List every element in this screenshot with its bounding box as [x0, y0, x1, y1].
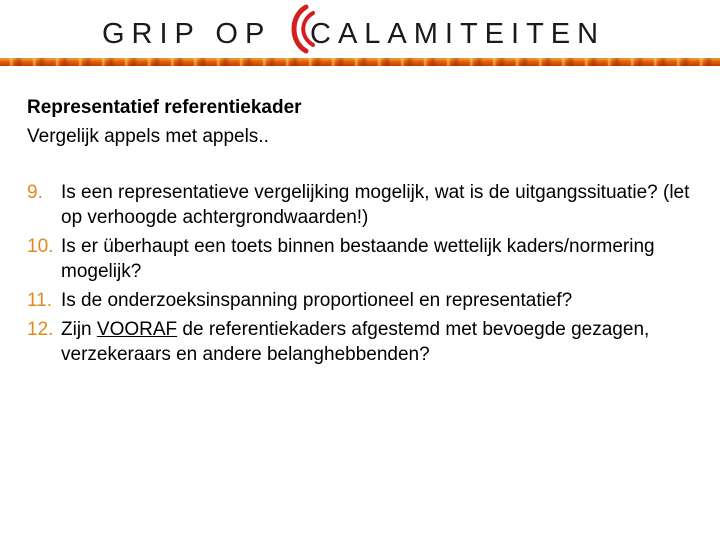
question-text: Is de onderzoeksinspanning proportioneel en representatief? — [61, 290, 573, 311]
question-text-suffix: de referentiekaders afgestemd met bevoegde gezagen, verzekeraars en andere belanghebbenden? — [61, 319, 650, 365]
question-list — [27, 180, 697, 367]
question-number: 9. — [27, 182, 43, 203]
slide-content — [27, 94, 697, 371]
slide-title: Representatief referentiekader — [27, 97, 302, 118]
question-number: 12. — [27, 319, 54, 340]
slide-subtitle: Vergelijk appels met appels.. — [27, 126, 269, 147]
question-text: Is er überhaupt een toets binnen bestaande wettelijk kaders/normering mogelijk? — [61, 236, 655, 282]
question-item — [27, 180, 697, 230]
header — [0, 0, 720, 60]
question-item — [27, 234, 697, 284]
brand-right: CALAMITEITEN — [310, 18, 606, 50]
question-number: 11. — [27, 290, 53, 311]
question-text-emphasis: VOORAF — [96, 319, 178, 340]
brand-left: GRIP OP — [102, 18, 272, 50]
question-text: Is een representatieve vergelijking mogelijk, wat is de uitgangssituatie? (let op verhoogde achtergrondwaarden!) — [61, 182, 690, 228]
question-text-prefix: Zijn — [61, 319, 97, 340]
question-number: 10. — [27, 236, 54, 257]
question-item — [27, 317, 697, 367]
flame-banner — [0, 58, 720, 66]
question-item — [27, 288, 697, 313]
